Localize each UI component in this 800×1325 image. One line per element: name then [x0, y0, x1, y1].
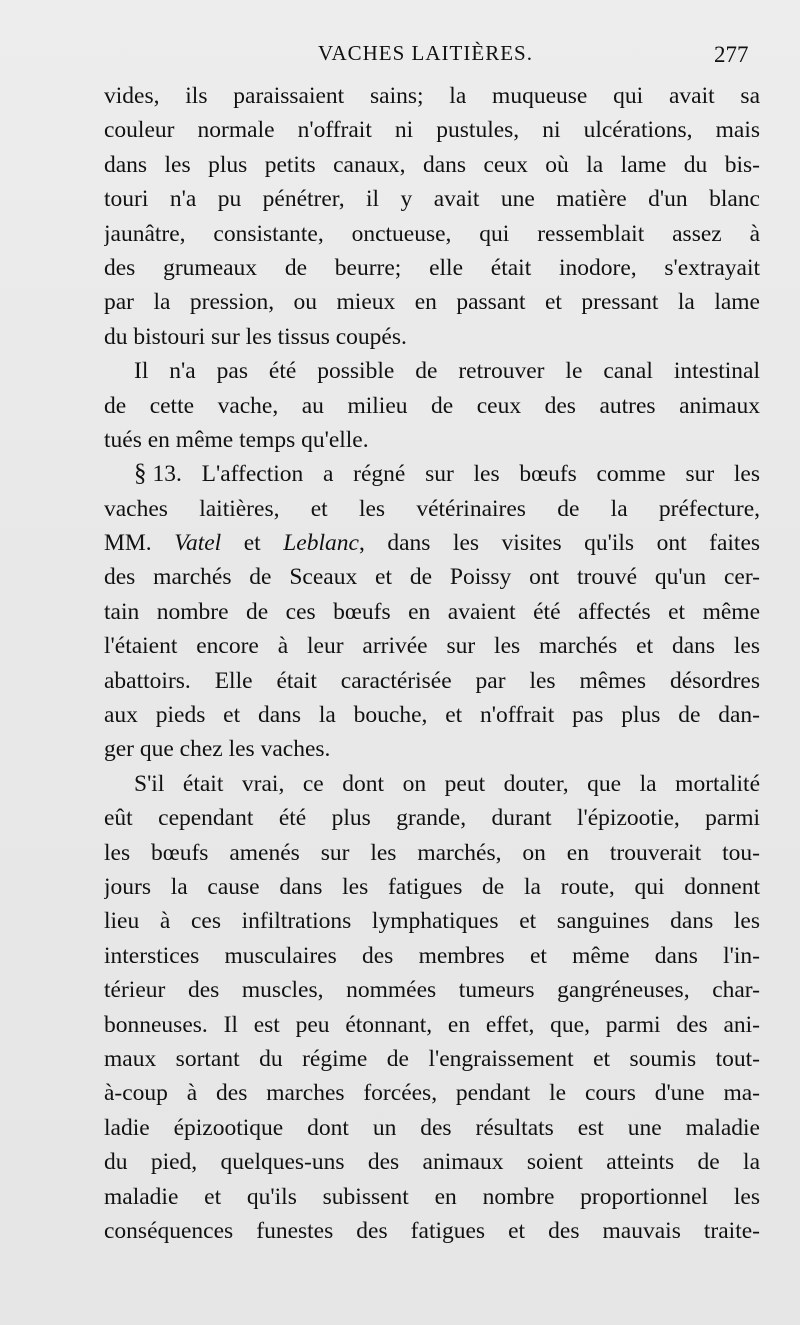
text-visits: , dans les visites qu'ils ont faites — [358, 530, 760, 557]
text-line: bonneuses. Il est peu étonnant, en effet, que, parmi des ani- — [104, 1011, 760, 1038]
text-line: des grumeaux de beurre; elle était inodore, s'extrayait — [104, 254, 760, 281]
text-line: du pied, quelques-uns des animaux soient atteints de la — [104, 1149, 760, 1176]
text-line-names — [104, 526, 760, 560]
text-line: ger que chez les vaches. — [104, 736, 331, 763]
page-number: 277 — [714, 42, 749, 67]
text-line: par la pression, ou mieux en passant et pressant la lame — [104, 289, 760, 316]
text-line: jours la cause dans les fatigues de la route, qui donnent — [104, 873, 760, 900]
text-line: les bœufs amenés sur les marchés, on en trouverait tou- — [104, 839, 760, 866]
section-13-line — [104, 457, 760, 491]
text-line: ladie épizootique dont un des résultats est une maladie — [104, 1114, 760, 1141]
text-line: térieur des muscles, nommées tumeurs gangréneuses, char- — [104, 977, 760, 1004]
text-mm: MM. — [104, 530, 152, 557]
text-line: vides, ils paraissaient sains; la muqueuse qui avait sa — [104, 83, 760, 109]
body-text — [104, 79, 760, 1248]
running-title: VACHES LAITIÈRES. — [318, 41, 533, 65]
text-line: couleur normale n'offrait ni pustules, ni ulcérations, mais — [104, 117, 760, 144]
section-heading-text: 13. L'affection a régné sur les bœufs comme sur les — [152, 461, 760, 488]
text-line: l'étaient encore à leur arrivée sur les marchés et dans les — [104, 633, 760, 660]
name-leblanc: Leblanc — [283, 530, 359, 557]
text-line: à-coup à des marches forcées, pendant le cours d'une ma- — [104, 1080, 760, 1107]
section-symbol: § — [134, 460, 147, 488]
text-line: S'il était vrai, ce dont on peut douter, que la mortalité — [134, 770, 760, 797]
text-line: tués en même temps qu'elle. — [104, 426, 369, 453]
name-vatel: Vatel — [174, 530, 222, 557]
text-line: aux pieds et dans la bouche, et n'offrait pas plus de dan- — [104, 702, 760, 729]
text-line: eût cependant été plus grande, durant l'épizootie, parmi — [104, 805, 760, 832]
text-line: des marchés de Sceaux et de Poissy ont trouvé qu'un cer- — [104, 564, 760, 591]
text-line: Il n'a pas été possible de retrouver le canal intestinal — [134, 358, 760, 385]
text-line: maux sortant du régime de l'engraissement et soumis tout- — [104, 1045, 760, 1072]
text-line: lieu à ces infiltrations lymphatiques et sanguines dans les — [104, 908, 760, 935]
text-line: jaunâtre, consistante, onctueuse, qui ressemblait assez à — [104, 220, 760, 247]
text-line: dans les plus petits canaux, dans ceux où la lame du bis- — [104, 151, 760, 178]
text-line: de cette vache, au milieu de ceux des autres animaux — [104, 392, 760, 419]
text-line: du bistouri sur les tissus coupés. — [104, 323, 407, 350]
text-line: touri n'a pu pénétrer, il y avait une matière d'un blanc — [104, 186, 760, 213]
text-line: tain nombre de ces bœufs en avaient été affectés et même — [104, 598, 760, 625]
text-line: vaches laitières, et les vétérinaires de la préfecture, — [104, 495, 760, 522]
text-line: conséquences funestes des fatigues et des mauvais traite- — [104, 1217, 760, 1244]
text-line: interstices musculaires des membres et même dans l'in- — [104, 942, 760, 969]
running-header — [0, 38, 800, 72]
text-et: et — [243, 530, 261, 557]
text-line: maladie et qu'ils subissent en nombre proportionnel les — [104, 1183, 760, 1210]
text-line: abattoirs. Elle était caractérisée par les mêmes désordres — [104, 667, 760, 694]
